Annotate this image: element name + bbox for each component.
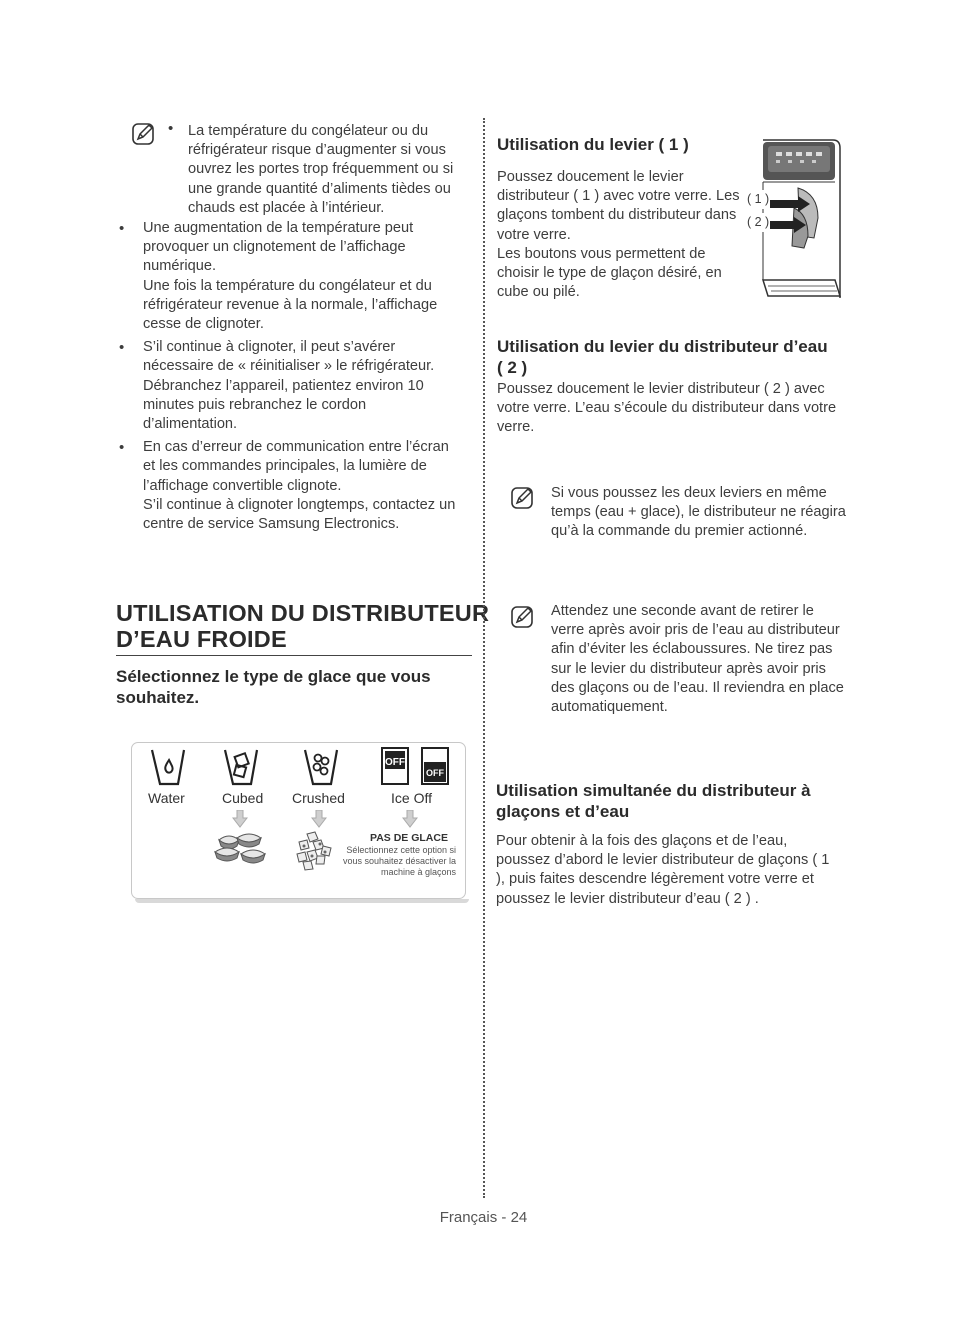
arrow-down-icon [232, 810, 248, 828]
ice-label-off: Ice Off [391, 790, 432, 806]
ice-off-indicator-icon [420, 746, 450, 786]
lever2-heading-line2: ( 2 ) [497, 358, 528, 377]
bullet-marker: • [168, 120, 174, 137]
page-number: Français - 24 [439, 1209, 528, 1226]
crushed-ice-pile-icon [293, 830, 335, 872]
note-icon [510, 485, 536, 511]
water-icon [150, 746, 186, 788]
ice-cubes-icon [213, 830, 269, 870]
section-divider [116, 655, 472, 656]
note-wait-before-removing: Attendez une seconde avant de retirer le verre après avoir pris de l’eau au distributeur afin d’éviter les éclaboussures. Ne tirez pas sur le levier du distributeur après avoir pris des glaçons ou de l’eau. Il reviendra en place automatiquement. [551, 603, 844, 716]
simultaneous-heading-line2: glaçons et d’eau [496, 802, 630, 821]
arrow-down-icon [402, 810, 418, 828]
note-first-item: La température du congélateur ou du réfrigérateur risque d’augmenter si vous ouvrez les portes trop fréquemment ou si une grande quantité d’aliments tièdes ou chauds est placée à l’intérieur. [188, 123, 454, 216]
lever2-text: Poussez doucement le levier distributeur ( 2 ) avec votre verre. L’eau s’écoule du distributeur dans votre verre. [497, 381, 837, 436]
no-ice-description: Sélectionnez cette option si vous souhaitez désactiver la machine à glaçons [342, 845, 456, 878]
cubed-ice-icon [223, 746, 259, 788]
off-icon-text: OFF [385, 757, 405, 768]
note-bullet-list [116, 219, 461, 538]
ice-off-icon [380, 746, 410, 786]
figure-label-1: ( 1 ) [746, 190, 770, 209]
column-divider [483, 118, 485, 1198]
figure-label-2: ( 2 ) [746, 213, 770, 232]
list-item: • En cas d’erreur de communication entre l’écran et les commandes principales, la lumière de l’affichage convertible clignote. S’il continue à clignoter longtemps, contactez un centre de service Samsung Electronics. [116, 438, 461, 534]
section-title-line1: UTILISATION DU DISTRIBUTEUR [116, 600, 490, 626]
lever1-heading: Utilisation du levier ( 1 ) [497, 135, 689, 154]
lever2-heading [497, 336, 828, 378]
note-icon [510, 604, 536, 630]
section-title [116, 600, 489, 652]
simultaneous-text: Pour obtenir à la fois des glaçons et de l’eau, poussez d’abord le levier distributeur de glaçons ( 1 ), puis faites descendre légèrement votre verre et poussez le levier distributeur d’eau ( 2 ) . [496, 833, 830, 907]
note-icon [131, 121, 157, 147]
no-ice-title: PAS DE GLACE [370, 832, 448, 844]
simultaneous-heading [496, 780, 811, 822]
section-subtitle [116, 666, 431, 708]
lever1-text: Poussez doucement le levier distributeur ( 1 ) avec votre verre. Les glaçons tombent du distributeur dans votre verre. Les boutons vous permettent de choisir le type de glaçon désiré, en cube ou pilé. [497, 169, 740, 301]
crushed-ice-icon [303, 746, 339, 788]
lever2-heading-line1: Utilisation du levier du distributeur d’eau [497, 337, 828, 356]
ice-label-cubed: Cubed [222, 790, 264, 806]
simultaneous-heading-line1: Utilisation simultanée du distributeur à [496, 781, 811, 800]
subtitle-line2: souhaitez. [116, 688, 200, 707]
ice-label-water: Water [148, 790, 185, 806]
note-both-levers: Si vous poussez les deux leviers en même temps (eau + glace), le distributeur ne réagira qu’à la commande du premier actionné. [551, 485, 846, 540]
list-item: • Une augmentation de la température peut provoquer un clignotement de l’affichage numérique. Une fois la température du congélateur et du réfrigérateur revenue à la normale, l’affichage cesse de clignoter. [116, 219, 461, 334]
subtitle-line1: Sélectionnez le type de glace que vous [116, 667, 431, 686]
list-item: • S’il continue à clignoter, il peut s’avérer nécessaire de « réinitialiser » le réfrigérateur. Débranchez l’appareil, patientez environ 10 minutes puis rebranchez le cordon d’alimentation. [116, 338, 461, 434]
ice-label-crushed: Crushed [292, 790, 345, 806]
off-indicator-text: OFF [426, 768, 444, 778]
arrow-down-icon [311, 810, 327, 828]
section-title-line2: D’EAU FROIDE [116, 626, 287, 652]
